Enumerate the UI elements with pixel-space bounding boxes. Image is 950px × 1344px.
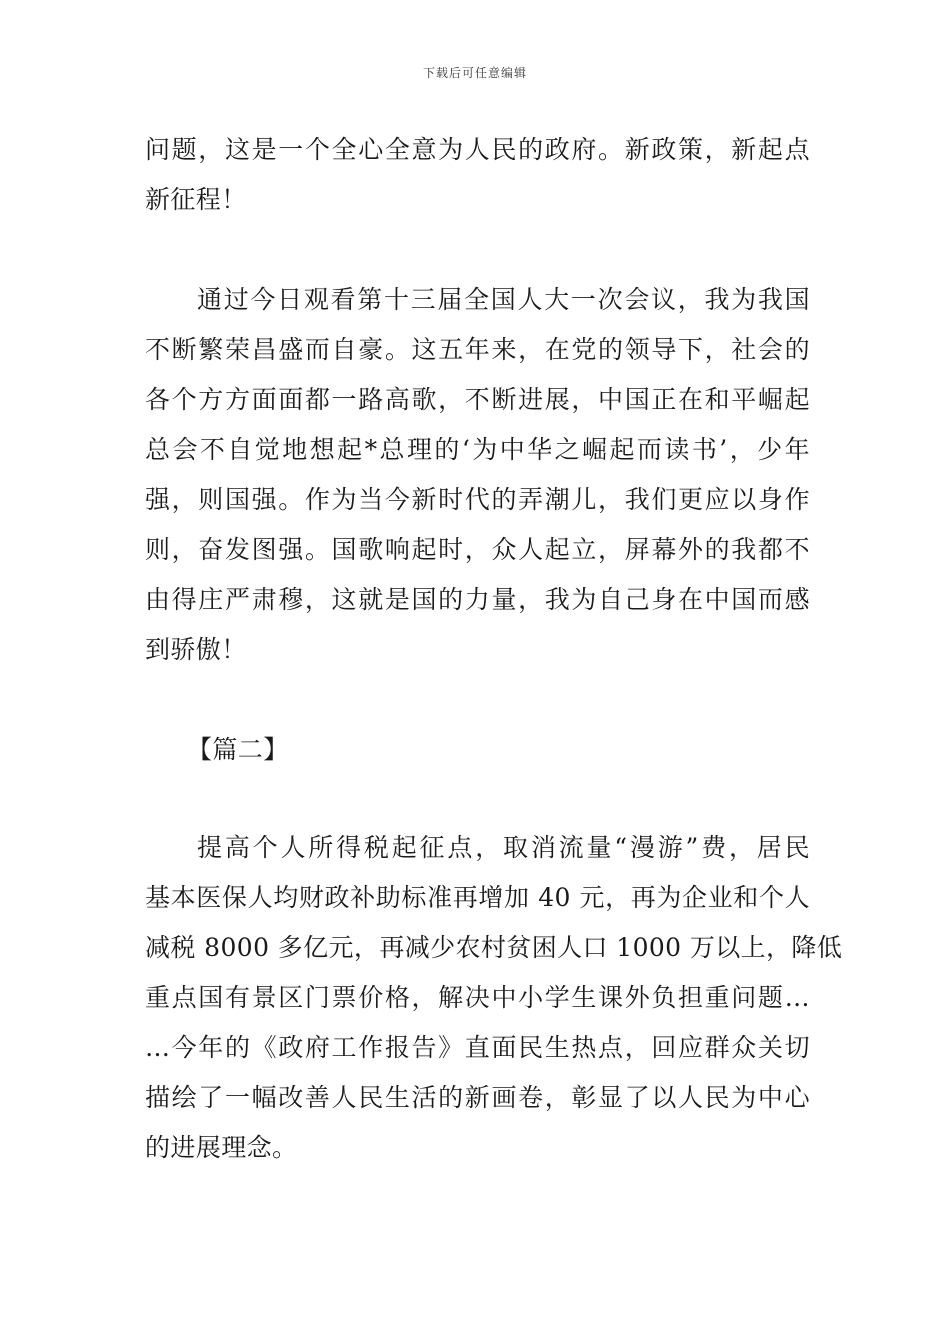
- paragraph-2-line-5: 强，则国强。作为当今新时代的弄潮儿，我们更应以身作: [145, 485, 810, 514]
- paragraph-3-line-5: …今年的《政府工作报告》直面民生热点，回应群众关切: [145, 1033, 810, 1062]
- paragraph-3-line-6: 描绘了一幅改善人民生活的新画卷，彰显了以人民为中心: [145, 1083, 810, 1112]
- paragraph-2-line-8: 到骄傲！: [145, 635, 247, 664]
- page-header: 下载后可任意编辑: [422, 66, 527, 80]
- paragraph-3-line-7: 的进展理念。: [145, 1133, 298, 1162]
- paragraph-3-line-2: 基本医保人均财政补助标准再增加 40 元，再为企业和个人: [145, 883, 810, 912]
- paragraph-3-line-3: 减税 8000 多亿元，再减少农村贫困人口 1000 万以上，降低: [145, 933, 843, 962]
- paragraph-2-line-1: 通过今日观看第十三届全国人大一次会议，我为我国: [197, 285, 810, 314]
- paragraph-2-line-7: 由得庄严肃穆，这就是国的力量，我为自己身在中国而感: [145, 585, 810, 614]
- paragraph-2-line-6: 则，奋发图强。国歌响起时，众人起立，屏幕外的我都不: [145, 535, 810, 564]
- paragraph-2-line-2: 不断繁荣昌盛而自豪。这五年来，在党的领导下，社会的: [145, 335, 810, 364]
- paragraph-3-line-1: 提高个人所得税起征点，取消流量“漫游”费，居民: [197, 833, 810, 862]
- paragraph-2-line-4: 总会不自觉地想起*总理的‘为中华之崛起而读书’，少年: [145, 435, 810, 464]
- paragraph-3-line-4: 重点国有景区门票价格，解决中小学生课外负担重问题…: [145, 983, 810, 1012]
- paragraph-1-line-1: 问题，这是一个全心全意为人民的政府。新政策，新起点: [145, 135, 810, 164]
- section-heading: 【篇二】: [187, 735, 289, 764]
- paragraph-2-line-3: 各个方方面面都一路高歌，不断进展，中国正在和平崛起: [145, 385, 810, 414]
- paragraph-1-line-2: 新征程！: [145, 185, 247, 214]
